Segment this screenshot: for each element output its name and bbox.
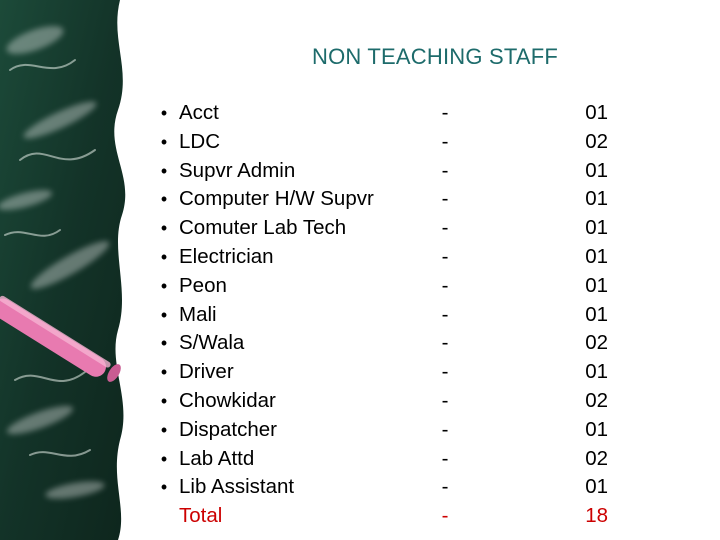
staff-count: 01	[585, 101, 608, 124]
separator-dash: -	[441, 331, 449, 355]
staff-post: Electrician	[179, 244, 274, 268]
bullet-icon: •	[160, 304, 168, 325]
bullet-icon: •	[160, 218, 168, 239]
staff-count: 01	[585, 360, 608, 384]
list-item	[158, 387, 628, 416]
bullet-icon: •	[160, 246, 168, 267]
staff-post: Chowkidar	[179, 388, 276, 412]
list-item	[158, 243, 628, 272]
staff-post: Lab Attd	[179, 446, 255, 470]
staff-count: 01	[585, 417, 608, 441]
chalkboard-decoration	[0, 0, 150, 540]
list-item	[158, 214, 628, 243]
list-item	[158, 301, 628, 330]
separator-dash: -	[441, 302, 449, 326]
staff-count: 01	[585, 187, 608, 211]
staff-count: 01	[585, 216, 608, 240]
staff-post: Mali	[179, 302, 217, 326]
total-label: Total	[179, 504, 223, 528]
bullet-icon: •	[160, 419, 168, 440]
bullet-icon: •	[160, 362, 168, 383]
bullet-icon: •	[160, 103, 168, 123]
bullet-icon: •	[160, 448, 168, 469]
staff-post: LDC	[179, 129, 221, 153]
chalkboard-edge	[85, 0, 150, 540]
separator-dash: -	[441, 388, 449, 412]
list-item	[158, 128, 628, 157]
staff-post: S/Wala	[179, 331, 245, 355]
separator-dash: -	[441, 504, 449, 528]
bullet-icon: •	[160, 160, 168, 181]
staff-post: Supvr Admin	[179, 158, 296, 182]
staff-count: 01	[585, 475, 608, 499]
separator-dash: -	[441, 417, 449, 441]
list-item	[158, 272, 628, 301]
separator-dash: -	[441, 129, 449, 153]
staff-count: 01	[585, 273, 608, 297]
list-item	[158, 416, 628, 445]
list-item	[158, 99, 628, 128]
separator-dash: -	[441, 187, 449, 211]
list-item	[158, 473, 628, 502]
chalkboard-art	[0, 0, 150, 540]
staff-count: 02	[585, 331, 608, 355]
bullet-icon: •	[160, 477, 168, 498]
total-count: 18	[585, 504, 608, 528]
staff-count: 02	[585, 446, 608, 470]
separator-dash: -	[441, 216, 449, 240]
list-item	[158, 185, 628, 214]
bullet-icon: •	[160, 333, 168, 354]
staff-post: Dispatcher	[179, 417, 277, 441]
staff-post: Peon	[179, 273, 227, 297]
list-item	[158, 445, 628, 474]
total-row	[158, 502, 628, 531]
staff-post: Acct	[179, 101, 219, 124]
separator-dash: -	[441, 475, 449, 499]
separator-dash: -	[441, 158, 449, 182]
separator-dash: -	[441, 360, 449, 384]
separator-dash: -	[441, 273, 449, 297]
bullet-icon: •	[160, 131, 168, 152]
staff-count: 01	[585, 244, 608, 268]
staff-count: 02	[585, 388, 608, 412]
list-item	[158, 358, 628, 387]
separator-dash: -	[441, 244, 449, 268]
staff-count: 01	[585, 302, 608, 326]
staff-count: 01	[585, 158, 608, 182]
separator-dash: -	[441, 101, 449, 124]
separator-dash: -	[441, 446, 449, 470]
bullet-icon: •	[160, 189, 168, 210]
staff-post: Comuter Lab Tech	[179, 216, 347, 240]
staff-post: Computer H/W Supvr	[179, 187, 374, 211]
page-title: NON TEACHING STAFF	[311, 44, 559, 69]
staff-post: Lib Assistant	[179, 475, 295, 499]
staff-count: 02	[585, 129, 608, 153]
staff-post: Driver	[179, 360, 234, 384]
list-item	[158, 329, 628, 358]
list-item	[158, 157, 628, 186]
bullet-icon: •	[160, 390, 168, 411]
staff-list	[158, 99, 628, 531]
bullet-icon: •	[160, 275, 168, 296]
